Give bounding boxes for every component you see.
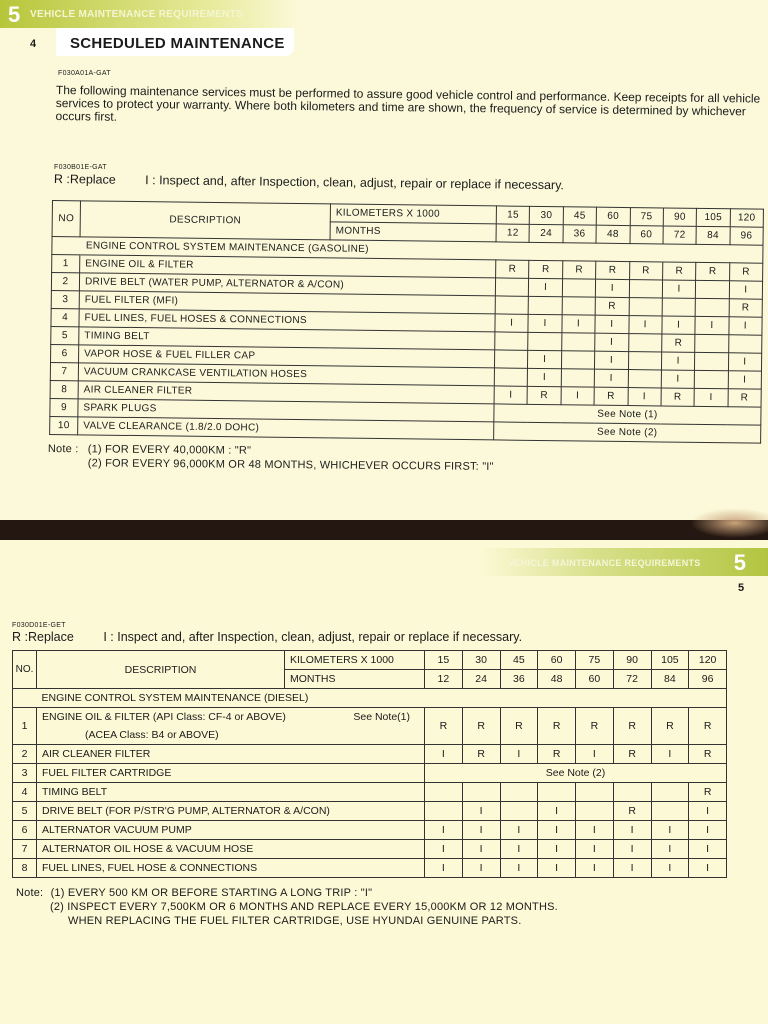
schedule-cell (500, 802, 538, 821)
month-cell: 84 (651, 670, 689, 689)
schedule-cell: I (538, 802, 576, 821)
schedule-cell: I (613, 859, 651, 878)
row-description: VAPOR HOSE & FUEL FILLER CAP (79, 345, 495, 368)
km-cell: 75 (576, 651, 614, 670)
schedule-cell: I (538, 821, 576, 840)
schedule-cell: R (496, 260, 530, 278)
schedule-cell: I (562, 315, 596, 333)
schedule-cell (495, 332, 529, 350)
reference-code: F030A01A-GAT (58, 70, 111, 77)
page-number: 4 (30, 38, 37, 50)
row-number: 1 (13, 708, 37, 745)
schedule-cell: I (695, 316, 729, 334)
schedule-cell: I (462, 859, 500, 878)
schedule-cell: R (527, 386, 561, 404)
legend (12, 630, 522, 644)
km-cell: 90 (663, 208, 697, 226)
schedule-cell (651, 802, 689, 821)
schedule-cell: I (576, 859, 614, 878)
schedule-cell (628, 352, 662, 370)
schedule-cell: I (595, 315, 629, 333)
note-2: (2) FOR EVERY 96,000KM OR 48 MONTHS, WHICHEVER OCCURS FIRST: "I" (87, 457, 494, 473)
schedule-cell (695, 298, 729, 316)
schedule-cell (576, 802, 614, 821)
month-cell: 96 (689, 670, 727, 689)
note-1: (1) FOR EVERY 40,000KM : "R" (87, 443, 252, 457)
row-description (37, 708, 425, 727)
month-cell: 12 (496, 224, 530, 242)
schedule-cell: R (651, 708, 689, 745)
schedule-cell: R (729, 299, 763, 317)
schedule-cell: I (425, 859, 463, 878)
schedule-cell: I (462, 821, 500, 840)
schedule-cell (695, 334, 729, 352)
row-see-note: See Note (2) (425, 764, 727, 783)
schedule-cell: R (425, 708, 463, 745)
notes (48, 442, 494, 474)
section-spacer (13, 689, 37, 708)
row-number: 10 (50, 416, 78, 434)
schedule-cell: R (576, 708, 614, 745)
schedule-cell: I (728, 371, 762, 389)
section-banner (0, 0, 300, 28)
month-cell: 72 (613, 670, 651, 689)
schedule-cell (562, 297, 596, 315)
row-description: DRIVE BELT (FOR P/STR'G PUMP, ALTERNATOR & A/CON) (37, 802, 425, 821)
schedule-cell (628, 334, 662, 352)
month-cell: 72 (663, 226, 697, 244)
schedule-cell: I (462, 840, 500, 859)
month-cell: 24 (529, 224, 563, 242)
schedule-cell: R (462, 708, 500, 745)
schedule-cell: I (689, 859, 727, 878)
schedule-cell (529, 296, 563, 314)
note-label: Note : (47, 442, 79, 456)
note-label: Note: (16, 887, 44, 899)
row-number: 5 (51, 326, 79, 344)
table-row (13, 802, 727, 821)
schedule-cell (651, 783, 689, 802)
schedule-cell: I (661, 352, 695, 370)
km-cell: 45 (500, 651, 538, 670)
row-description: FUEL FILTER CARTRIDGE (37, 764, 425, 783)
section-banner-text: VEHICLE MAINTENANCE REQUIREMENTS (30, 9, 243, 20)
schedule-cell (628, 370, 662, 388)
row-description: VALVE CLEARANCE (1.8/2.0 DOHC) (78, 417, 494, 440)
month-cell: 84 (696, 226, 730, 244)
schedule-cell (538, 783, 576, 802)
schedule-cell: R (629, 262, 663, 280)
legend-inspect: I : Inspect and, after Inspection, clean, adjust, repair or replace if necessary. (145, 173, 565, 193)
schedule-cell: I (628, 388, 662, 406)
month-cell: 36 (500, 670, 538, 689)
reference-code: F030D01E-GET (12, 622, 66, 629)
section-spacer (52, 237, 80, 255)
schedule-cell: R (613, 802, 651, 821)
row-description: TIMING BELT (79, 327, 495, 350)
schedule-cell (695, 352, 729, 370)
section-heading: ENGINE CONTROL SYSTEM MAINTENANCE (GASOLINE) (80, 237, 763, 263)
schedule-cell (528, 332, 562, 350)
schedule-cell: I (528, 350, 562, 368)
km-cell: 105 (651, 651, 689, 670)
row-number: 9 (50, 398, 78, 416)
row-description: TIMING BELT (37, 783, 425, 802)
row-description: DRIVE BELT (WATER PUMP, ALTERNATOR & A/CON) (79, 273, 495, 296)
schedule-cell: I (689, 840, 727, 859)
schedule-cell: R (500, 708, 538, 745)
schedule-cell: R (689, 708, 727, 745)
row-number: 2 (51, 273, 79, 291)
schedule-cell: I (500, 821, 538, 840)
schedule-cell: R (729, 263, 763, 281)
schedule-cell: I (651, 821, 689, 840)
row-description: FUEL LINES, FUEL HOSE & CONNECTIONS (37, 859, 425, 878)
row-description: ENGINE OIL & FILTER (80, 255, 496, 278)
schedule-cell: I (628, 316, 662, 334)
month-cell: 48 (596, 225, 630, 243)
schedule-cell: R (696, 262, 730, 280)
header-kilometers: KILOMETERS X 1000 (330, 204, 496, 224)
schedule-cell: R (529, 260, 563, 278)
schedule-cell: I (595, 351, 629, 369)
month-cell: 48 (538, 670, 576, 689)
row-see-note: See Note(1) (353, 711, 410, 723)
page-gap (0, 520, 768, 540)
row-number: 4 (51, 308, 79, 326)
schedule-cell: I (561, 387, 595, 405)
row-number: 2 (13, 745, 37, 764)
legend-replace: R :Replace (53, 172, 116, 187)
km-cell: 105 (696, 208, 730, 226)
header-months: MONTHS (285, 670, 425, 689)
title-tab (56, 28, 294, 56)
legend-replace: R :Replace (12, 630, 74, 644)
schedule-cell (613, 783, 651, 802)
km-cell: 45 (563, 207, 597, 225)
schedule-cell: I (425, 840, 463, 859)
schedule-cell: I (694, 388, 728, 406)
schedule-cell: I (613, 840, 651, 859)
row-number: 7 (50, 362, 78, 380)
schedule-cell (494, 350, 528, 368)
header-months: MONTHS (330, 222, 496, 242)
month-cell: 60 (576, 670, 614, 689)
schedule-cell: I (689, 821, 727, 840)
schedule-cell: R (594, 387, 628, 405)
row-number: 3 (51, 290, 79, 308)
schedule-cell: I (595, 279, 629, 297)
km-cell: 30 (530, 206, 564, 224)
km-cell: 120 (730, 209, 764, 227)
row-description: AIR CLEANER FILTER (78, 381, 494, 404)
legend-inspect: I : Inspect and, after Inspection, clean, adjust, repair or replace if necessary. (103, 630, 523, 644)
schedule-cell: R (613, 708, 651, 745)
section-badge: 5 (733, 550, 746, 575)
page-title: SCHEDULED MAINTENANCE (70, 35, 285, 52)
schedule-cell: I (500, 859, 538, 878)
schedule-cell: I (651, 859, 689, 878)
month-cell: 60 (630, 226, 664, 244)
schedule-cell: I (613, 821, 651, 840)
km-cell: 90 (613, 651, 651, 670)
schedule-cell: I (689, 802, 727, 821)
schedule-cell: R (662, 334, 696, 352)
row-number: 8 (13, 859, 37, 878)
schedule-cell: I (462, 802, 500, 821)
schedule-cell: I (729, 317, 763, 335)
schedule-cell (494, 368, 528, 386)
schedule-cell: R (661, 388, 695, 406)
schedule-cell: I (425, 821, 463, 840)
schedule-cell: I (500, 840, 538, 859)
table-row (13, 840, 727, 859)
schedule-cell (495, 278, 529, 296)
schedule-cell: R (596, 261, 630, 279)
row-number: 4 (13, 783, 37, 802)
schedule-cell (462, 783, 500, 802)
schedule-cell: I (594, 369, 628, 387)
schedule-cell: I (651, 745, 689, 764)
header-description: DESCRIPTION (37, 651, 285, 689)
section-banner-text: VEHICLE MAINTENANCE REQUIREMENTS (508, 558, 701, 568)
schedule-cell (500, 783, 538, 802)
km-cell: 120 (689, 651, 727, 670)
schedule-cell: R (689, 745, 727, 764)
gasoline-maintenance-table (49, 200, 764, 444)
schedule-cell: I (500, 745, 538, 764)
schedule-cell: I (528, 368, 562, 386)
schedule-cell: I (661, 370, 695, 388)
schedule-cell: R (689, 783, 727, 802)
table-row (13, 821, 727, 840)
schedule-cell: I (538, 859, 576, 878)
schedule-cell: I (576, 840, 614, 859)
schedule-cell: I (538, 840, 576, 859)
schedule-cell: I (662, 316, 696, 334)
table-row (13, 745, 727, 764)
schedule-cell: I (425, 745, 463, 764)
schedule-cell: I (576, 745, 614, 764)
row-number: 6 (51, 344, 79, 362)
schedule-cell (425, 783, 463, 802)
schedule-cell: I (729, 281, 763, 299)
schedule-cell: R (595, 297, 629, 315)
schedule-cell: I (662, 280, 696, 298)
schedule-cell (694, 370, 728, 388)
month-cell: 36 (563, 225, 597, 243)
row-description: FUEL LINES, FUEL HOSES & CONNECTIONS (79, 309, 495, 332)
schedule-cell (662, 298, 696, 316)
row-number: 8 (50, 380, 78, 398)
legend (54, 172, 564, 192)
schedule-cell: I (494, 386, 528, 404)
table-row (13, 783, 727, 802)
schedule-cell (561, 333, 595, 351)
header-no: NO. (13, 651, 37, 689)
schedule-cell: R (538, 745, 576, 764)
row-number: 3 (13, 764, 37, 783)
section-badge: 5 (8, 2, 21, 27)
schedule-cell (495, 296, 529, 314)
schedule-cell (629, 280, 663, 298)
intro-paragraph: The following maintenance services must be performed to assure good vehicle control and performance. Keep receipts for all vehicle services to protect your warranty. Where both kilometers and time are shown, the frequency of service is determined by whichever occurs first. (55, 83, 761, 124)
schedule-cell: I (595, 333, 629, 351)
note-3: WHEN REPLACING THE FUEL FILTER CARTRIDGE, USE HYUNDAI GENUINE PARTS. (68, 915, 522, 927)
notes (16, 886, 558, 928)
row-number: 1 (52, 255, 80, 273)
section-heading: ENGINE CONTROL SYSTEM MAINTENANCE (DIESEL) (37, 689, 727, 708)
row-description: FUEL FILTER (MFI) (79, 291, 495, 314)
km-cell: 60 (596, 207, 630, 225)
schedule-cell (425, 802, 463, 821)
row-description: AIR CLEANER FILTER (37, 745, 425, 764)
schedule-cell (629, 298, 663, 316)
row-number: 6 (13, 821, 37, 840)
schedule-cell: I (576, 821, 614, 840)
table-row (13, 859, 727, 878)
header-description: DESCRIPTION (80, 201, 330, 240)
row-description: SPARK PLUGS (78, 399, 494, 422)
page-number: 5 (738, 582, 745, 594)
row-see-note: See Note (2) (494, 422, 761, 443)
row-description: ALTERNATOR OIL HOSE & VACUUM HOSE (37, 840, 425, 859)
row-see-note: See Note (1) (494, 404, 761, 425)
schedule-cell: I (528, 314, 562, 332)
row-number: 5 (13, 802, 37, 821)
schedule-cell: I (495, 314, 529, 332)
schedule-cell (561, 369, 595, 387)
diesel-maintenance-table (12, 650, 727, 878)
schedule-cell (696, 280, 730, 298)
km-cell: 60 (538, 651, 576, 670)
schedule-cell: R (538, 708, 576, 745)
note-2: (2) INSPECT EVERY 7,500KM OR 6 MONTHS AND REPLACE EVERY 15,000KM OR 12 MONTHS. (50, 901, 558, 913)
schedule-cell: I (651, 840, 689, 859)
month-cell: 12 (425, 670, 463, 689)
km-cell: 30 (462, 651, 500, 670)
table-row (13, 764, 727, 783)
note-1: (1) EVERY 500 KM OR BEFORE STARTING A LONG TRIP : "I" (50, 887, 373, 899)
schedule-cell: R (662, 262, 696, 280)
row-description: VACUUM CRANKCASE VENTILATION HOSES (78, 363, 494, 386)
header-no: NO (52, 201, 80, 237)
schedule-cell (562, 279, 596, 297)
schedule-cell: R (562, 261, 596, 279)
row-number: 7 (13, 840, 37, 859)
schedule-cell: I (728, 353, 762, 371)
km-cell: 15 (496, 206, 530, 224)
month-cell: 96 (730, 227, 764, 245)
row-description-continued: (ACEA Class: B4 or ABOVE) (37, 726, 425, 745)
schedule-cell: R (613, 745, 651, 764)
schedule-cell: I (529, 278, 563, 296)
km-cell: 75 (630, 208, 664, 226)
month-cell: 24 (462, 670, 500, 689)
schedule-cell: R (462, 745, 500, 764)
schedule-cell (728, 335, 762, 353)
reference-code: F030B01E-GAT (54, 164, 107, 171)
schedule-cell (576, 783, 614, 802)
row-description-text: ENGINE OIL & FILTER (API Class: CF-4 or ABOVE) (42, 711, 286, 723)
km-cell: 15 (425, 651, 463, 670)
section-banner (480, 548, 768, 576)
row-description: ALTERNATOR VACUUM PUMP (37, 821, 425, 840)
header-kilometers: KILOMETERS X 1000 (285, 651, 425, 670)
schedule-cell: R (728, 389, 762, 407)
schedule-cell (561, 351, 595, 369)
